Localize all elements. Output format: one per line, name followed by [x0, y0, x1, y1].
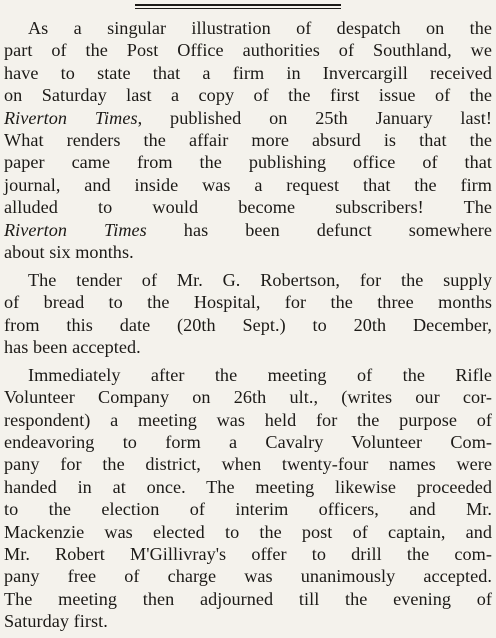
text-line: have to state that a firm in Invercargill received: [4, 62, 492, 83]
text-line: pany for the district, when twenty-four names were: [4, 454, 492, 475]
news-column: [4, 17, 492, 633]
text-line: Mackenzie was elected to the post of captain, and: [4, 521, 492, 542]
newspaper-title-italic: Riverton Times: [4, 219, 147, 240]
text-line: Riverton Times has been defunct somewhere: [4, 219, 492, 240]
cavalry-volunteer-paragraph: [4, 364, 492, 633]
text-line: Volunteer Company on 26th ult., (writes our cor-: [4, 387, 492, 408]
text-line: What renders the affair more absurd is that the: [4, 130, 492, 151]
post-office-paragraph: [4, 17, 492, 263]
newspaper-title-italic: Riverton Times: [4, 107, 138, 128]
text-line: As a singular illustration of despatch on the: [28, 18, 492, 38]
text-line: Immediately after the meeting of the Rifle: [28, 364, 492, 385]
text-line: from this date (20th Sept.) to 20th December,: [4, 314, 492, 335]
text-line: Riverton Times, published on 25th January last!: [4, 107, 492, 128]
text-line: Saturday first.: [4, 611, 108, 632]
text-line: alluded to would become subscribers! The: [4, 197, 492, 218]
text-line: to the election of interim officers, and Mr.: [4, 499, 492, 520]
text-line: about six months.: [4, 242, 134, 263]
tender-paragraph: [4, 269, 492, 359]
column-top-rule: [135, 4, 341, 6]
text-line: journal, and inside was a request that the firm: [4, 174, 492, 195]
text-line: The meeting then adjourned till the evening of: [4, 588, 492, 609]
text-line: endeavoring to form a Cavalry Volunteer Com-: [4, 431, 492, 452]
text-line: paper came from the publishing office of that: [4, 152, 492, 173]
text-line: pany free of charge was unanimously accepted.: [4, 566, 492, 587]
text-line: respondent) a meeting was held for the purpose of: [4, 409, 492, 430]
text-line: The tender of Mr. G. Robertson, for the supply: [28, 269, 492, 290]
text-line: on Saturday last a copy of the first issue of the: [4, 85, 492, 106]
text-line: has been accepted.: [4, 336, 141, 357]
text-line: part of the Post Office authorities of Southland, we: [4, 40, 492, 61]
text-line: handed in at once. The meeting likewise proceeded: [4, 476, 492, 497]
text-line: of bread to the Hospital, for the three months: [4, 292, 492, 313]
text-line: Mr. Robert M'Gillivray's offer to drill the com-: [4, 543, 492, 564]
